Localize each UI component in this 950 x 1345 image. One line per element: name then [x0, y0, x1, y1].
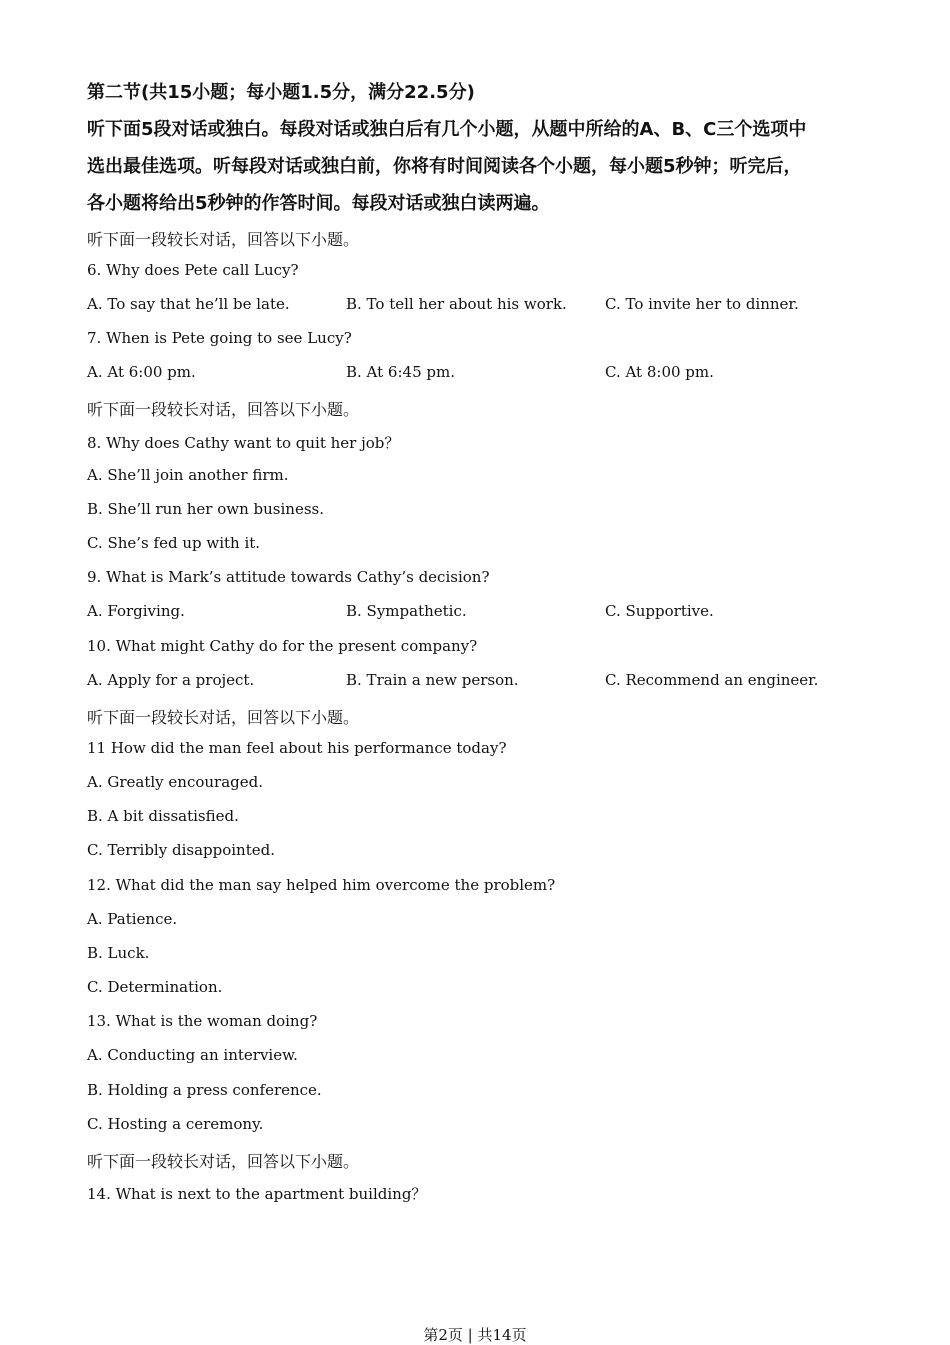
q6-option-b: B. To tell her about his work. [346, 295, 567, 313]
q10-option-c: C. Recommend an engineer. [605, 671, 819, 689]
q12-option-a: A. Patience. [87, 910, 178, 928]
question-13: 13. What is the woman doing? [87, 1012, 318, 1030]
prompt-4: 听下面一段较长对话，回答以下小题。 [87, 1152, 360, 1171]
q9-option-a: A. Forgiving. [87, 602, 185, 620]
instructions-line-3: 各小题将给出5秒钟的作答时间。每段对话或独白读两遍。 [87, 193, 550, 214]
q9-option-b: B. Sympathetic. [346, 602, 467, 620]
q7-option-c: C. At 8:00 pm. [605, 363, 714, 381]
q8-option-b: B. She’ll run her own business. [87, 500, 324, 518]
q8-option-c: C. She’s fed up with it. [87, 534, 261, 552]
q11-option-b: B. A bit dissatisfied. [87, 807, 239, 825]
q8-option-a: A. She’ll join another firm. [87, 466, 289, 484]
question-10: 10. What might Cathy do for the present company? [87, 637, 478, 655]
q10-option-b: B. Train a new person. [346, 671, 519, 689]
section-title: 第二节(共15小题；每小题1.5分，满分22.5分) [87, 82, 475, 103]
question-6: 6. Why does Pete call Lucy? [87, 261, 299, 279]
q9-option-c: C. Supportive. [605, 602, 714, 620]
question-9: 9. What is Mark’s attitude towards Cathy’s decision? [87, 568, 490, 586]
q7-option-b: B. At 6:45 pm. [346, 363, 455, 381]
question-14: 14. What is next to the apartment building？ [87, 1185, 427, 1203]
q12-option-b: B. Luck. [87, 944, 150, 962]
question-7: 7. When is Pete going to see Lucy? [87, 329, 352, 347]
q7-option-a: A. At 6:00 pm. [87, 363, 196, 381]
q13-option-b: B. Holding a press conference. [87, 1081, 322, 1099]
question-11: 11 How did the man feel about his performance today? [87, 739, 507, 757]
q11-option-c: C. Terribly disappointed. [87, 841, 275, 859]
q11-option-a: A. Greatly encouraged. [87, 773, 264, 791]
page-footer: 第2页 | 共14页 [423, 1326, 527, 1344]
question-8: 8. Why does Cathy want to quit her job？ [87, 434, 400, 452]
q13-option-a: A. Conducting an interview. [87, 1046, 298, 1064]
instructions-line-2: 选出最佳选项。听每段对话或独白前，你将有时间阅读各个小题，每小题5秒钟；听完后， [87, 156, 802, 177]
prompt-2: 听下面一段较长对话，回答以下小题。 [87, 400, 360, 419]
prompt-3: 听下面一段较长对话，回答以下小题。 [87, 708, 360, 727]
q12-option-c: C. Determination. [87, 978, 223, 996]
question-12: 12. What did the man say helped him overcome the problem? [87, 876, 556, 894]
instructions-line-1: 听下面5段对话或独白。每段对话或独白后有几个小题，从题中所给的A、B、C三个选项中 [87, 119, 807, 140]
prompt-1: 听下面一段较长对话，回答以下小题。 [87, 230, 360, 249]
q10-option-a: A. Apply for a project. [87, 671, 255, 689]
q6-option-a: A. To say that he’ll be late. [87, 295, 290, 313]
q6-option-c: C. To invite her to dinner. [605, 295, 799, 313]
q13-option-c: C. Hosting a ceremony. [87, 1115, 264, 1133]
